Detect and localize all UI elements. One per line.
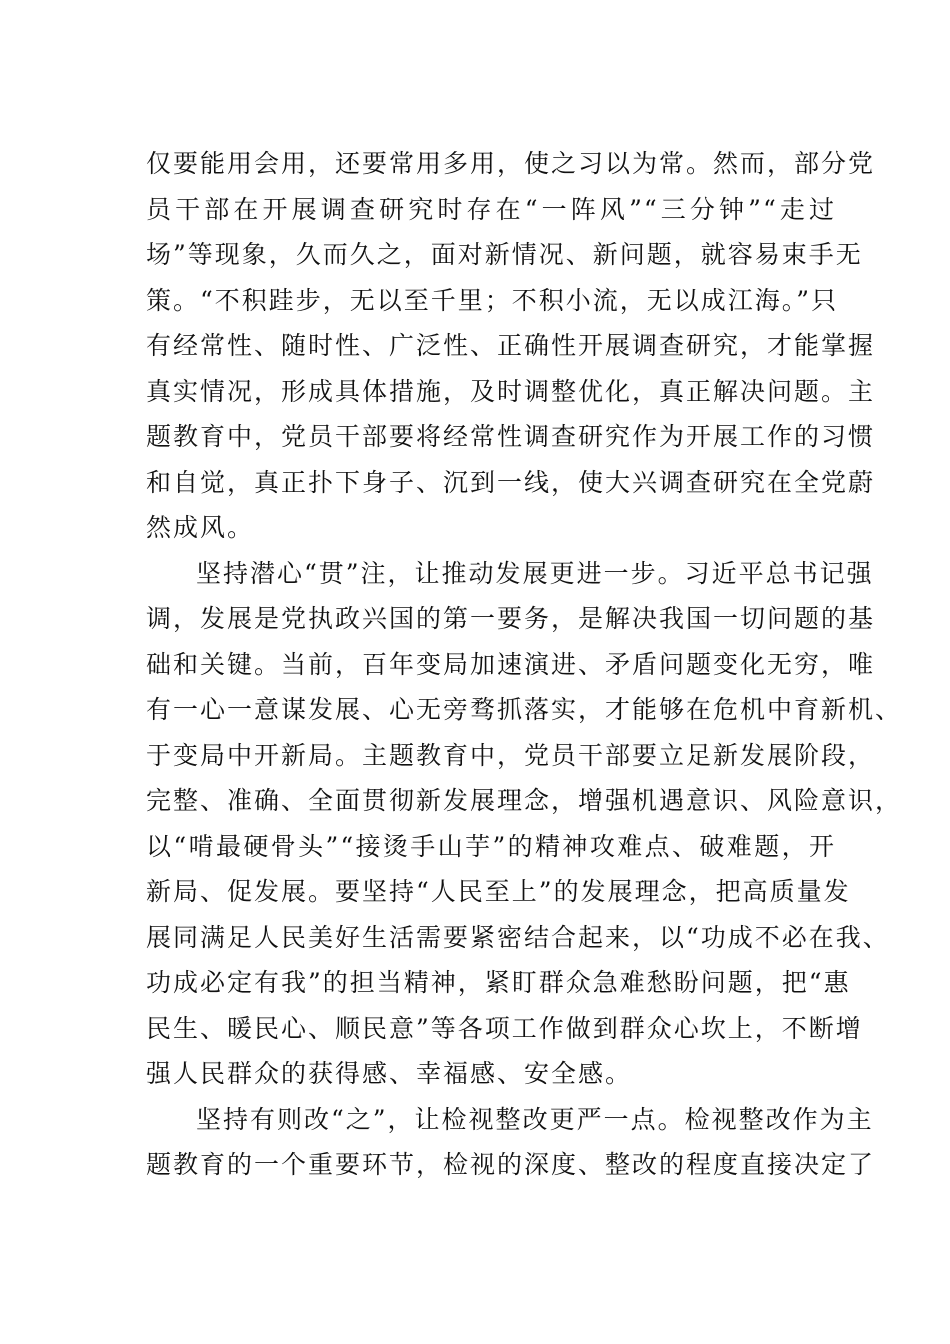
text-line: 题教育中，党员干部要将经常性调查研究作为开展工作的习惯 (146, 422, 876, 451)
text-line: 策。“不积跬步，无以至千里；不积小流，无以成江海。”只 (146, 285, 839, 315)
text-line: 场”等现象，久而久之，面对新情况、新问题，就容易束手无 (146, 240, 863, 269)
text-line: 题教育的一个重要环节，检视的深度、整改的程度直接决定了 (146, 1150, 876, 1179)
text-line: 和自觉，真正扑下身子、沉到一线，使大兴调查研究在全党蔚 (146, 467, 876, 497)
text-line: 以“啃最硬骨头”“接烫手山芋”的精神攻难点、破难题，开 (146, 831, 836, 861)
text-line: 展同满足人民美好生活需要紧密结合起来，以“功成不必在我、 (146, 922, 890, 952)
text-line: 于变局中开新局。主题教育中，党员干部要立足新发展阶段， (146, 740, 876, 770)
paragraph-start-line: 坚持潜心“贯”注，让推动发展更进一步。习近平总书记强 (196, 558, 874, 588)
text-line: 调，发展是党执政兴国的第一要务，是解决我国一切问题的基 (146, 604, 876, 633)
text-line: 有经常性、随时性、广泛性、正确性开展调查研究，才能掌握 (146, 331, 876, 360)
text-line: 真实情况，形成具体措施，及时调整优化，真正解决问题。主 (146, 376, 876, 406)
document-body (146, 141, 903, 1188)
text-line: 仅要能用会用，还要常用多用，使之习以为常。然而，部分党 (146, 149, 876, 178)
text-line: 功成必定有我”的担当精神，紧盯群众急难愁盼问题，把“惠 (146, 968, 851, 997)
text-line: 员干部在开展调查研究时存在“一阵风”“三分钟”“走过 (146, 194, 836, 224)
text-line: 有一心一意谋发展、心无旁骛抓落实，才能够在危机中育新机、 (146, 695, 903, 724)
text-line: 础和关键。当前，百年变局加速演进、矛盾问题变化无穷，唯 (146, 649, 876, 679)
text-line: 然成风。 (146, 513, 255, 542)
paragraph-start-line: 坚持有则改“之”，让检视整改更严一点。检视整改作为主 (196, 1104, 874, 1134)
text-line: 民生、暖民心、顺民意”等各项工作做到群众心坎上，不断增 (146, 1013, 863, 1043)
text-line: 完整、准确、全面贯彻新发展理念，增强机遇意识、风险意识， (146, 786, 903, 815)
text-line: 新局、促发展。要坚持“人民至上”的发展理念，把高质量发 (146, 877, 851, 906)
text-line: 强人民群众的获得感、幸福感、安全感。 (146, 1059, 633, 1088)
